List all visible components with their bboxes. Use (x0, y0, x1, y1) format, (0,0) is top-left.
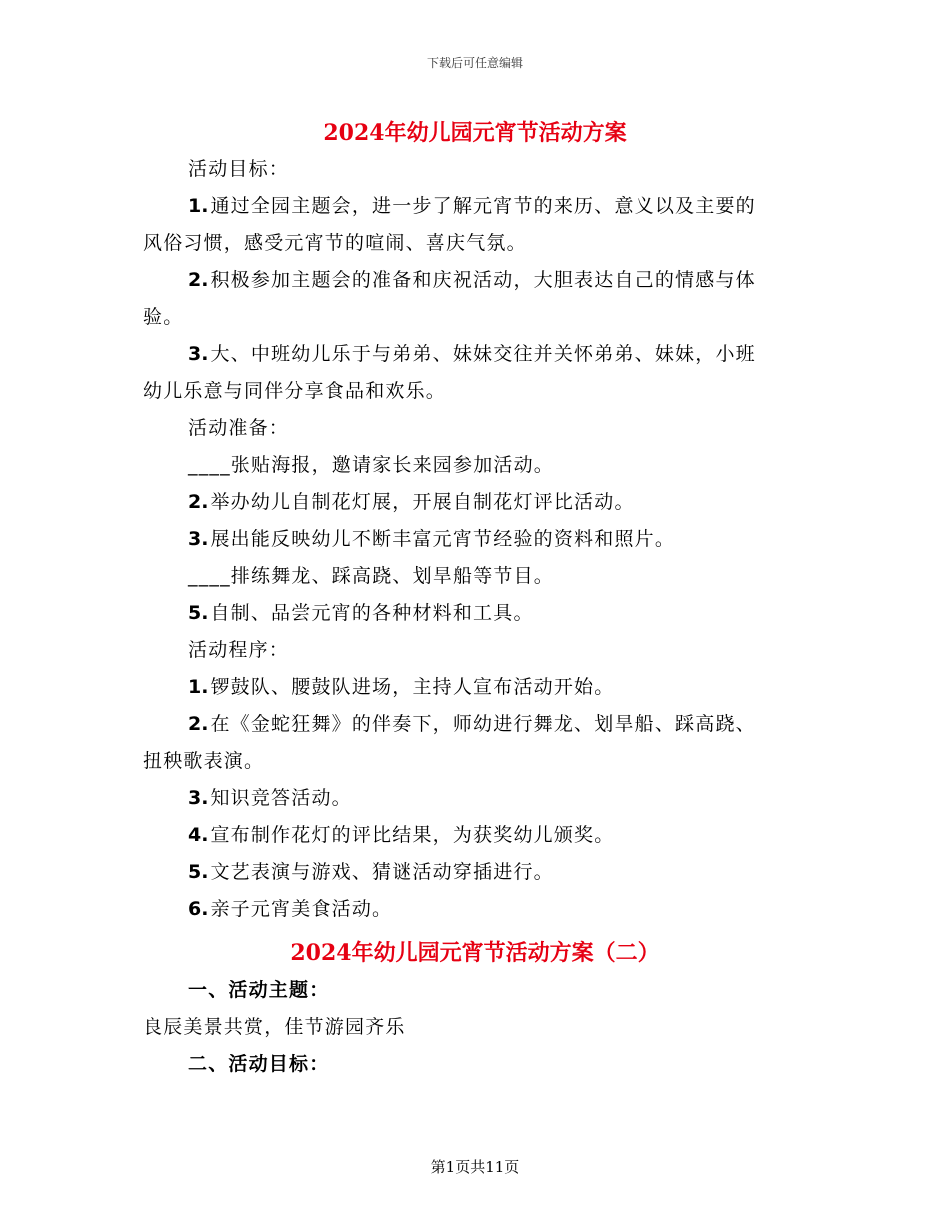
prep-2-text: 举办幼儿自制花灯展，开展自制花灯评比活动。 (210, 491, 635, 513)
prep-5-number: 5. (188, 602, 209, 624)
proc-item-6 (188, 897, 813, 921)
page-header: 下载后可任意编辑 (426, 56, 523, 70)
proc-item-5 (188, 860, 813, 884)
proc-2-number: 2. (188, 713, 209, 735)
goals-heading: 活动目标： (188, 158, 290, 180)
goal-2-number: 2. (188, 269, 209, 291)
prep-item-4: ____排练舞龙、踩高跷、划旱船等节目。 (188, 565, 555, 587)
goal-3-line-1 (188, 342, 813, 366)
prep-heading: 活动准备： (188, 417, 290, 439)
proc-6-text: 亲子元宵美食活动。 (210, 898, 393, 920)
prep-3-text: 展出能反映幼儿不断丰富元宵节经验的资料和照片。 (210, 528, 676, 550)
proc-1-text: 锣鼓队、腰鼓队进场，主持人宣布活动开始。 (210, 676, 615, 698)
prep-3-number: 3. (188, 528, 209, 550)
goal-1-text: 通过全园主题会，进一步了解元宵节的来历、意义以及主要的 (210, 195, 756, 217)
sec1-heading: 一、活动主题： (188, 979, 330, 1001)
page-footer: 第1页共11页 (430, 1158, 520, 1176)
goal-2-line-1 (188, 268, 813, 292)
goal-2-text: 积极参加主题会的准备和庆祝活动，大胆表达自己的情感与体 (210, 269, 756, 291)
goal-2-line-2: 验。 (143, 306, 184, 328)
goal-1-line-1 (188, 194, 813, 218)
goal-1-number: 1. (188, 195, 209, 217)
prep-item-1: ____张贴海报，邀请家长来园参加活动。 (188, 454, 555, 476)
prep-item-2 (188, 490, 813, 514)
goal-3-text: 大、中班幼儿乐于与弟弟、妹妹交往并关怀弟弟、妹妹，小班 (210, 343, 756, 365)
goal-3-number: 3. (188, 343, 209, 365)
proc-4-number: 4. (188, 824, 209, 846)
proc-item-2-line-1 (188, 712, 813, 736)
goal-1-line-2: 风俗习惯，感受元宵节的喧闹、喜庆气氛。 (143, 232, 527, 254)
proc-6-number: 6. (188, 898, 209, 920)
proc-item-2-line-2: 扭秧歌表演。 (143, 750, 265, 772)
prep-5-text: 自制、品尝元宵的各种材料和工具。 (210, 602, 534, 624)
goal-3-line-2: 幼儿乐意与同伴分享食品和欢乐。 (143, 380, 447, 402)
proc-item-1 (188, 675, 813, 699)
proc-4-text: 宣布制作花灯的评比结果，为获奖幼儿颁奖。 (210, 824, 615, 846)
section-title-2: 2024年幼儿园元宵节活动方案（二） (290, 940, 660, 966)
proc-heading: 活动程序： (188, 639, 290, 661)
proc-2-text: 在《金蛇狂舞》的伴奏下，师幼进行舞龙、划旱船、踩高跷、 (210, 713, 756, 735)
prep-2-number: 2. (188, 491, 209, 513)
proc-item-4 (188, 823, 813, 847)
sec2-heading: 二、活动目标： (188, 1053, 330, 1075)
document-title: 2024年幼儿园元宵节活动方案 (323, 120, 627, 146)
proc-1-number: 1. (188, 676, 209, 698)
proc-item-3 (188, 786, 813, 810)
prep-item-3 (188, 527, 813, 551)
proc-5-number: 5. (188, 861, 209, 883)
proc-5-text: 文艺表演与游戏、猜谜活动穿插进行。 (210, 861, 554, 883)
prep-item-5 (188, 601, 813, 625)
proc-3-text: 知识竞答活动。 (210, 787, 352, 809)
sec1-text: 良辰美景共赏，佳节游园齐乐 (143, 1016, 406, 1038)
proc-3-number: 3. (188, 787, 209, 809)
